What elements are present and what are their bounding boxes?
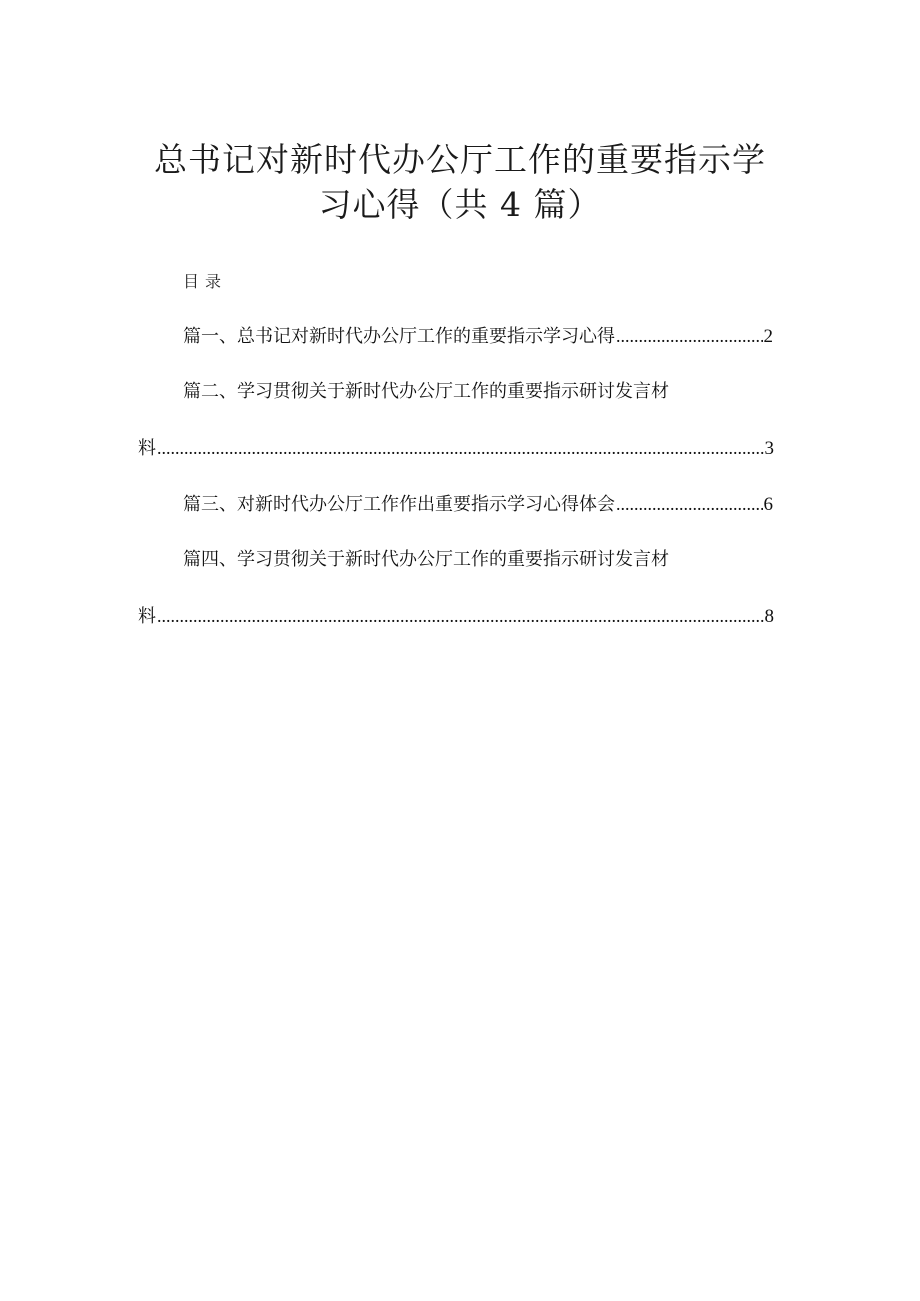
toc-heading: 目录 — [183, 272, 228, 291]
toc-entry-3-leader — [616, 490, 763, 518]
toc-entry-4[interactable] — [138, 602, 774, 631]
toc-entry-2-page: 3 — [764, 438, 774, 459]
toc-entry-1-text: 篇一、总书记对新时代办公厅工作的重要指示学习心得 — [183, 326, 615, 347]
toc-entry-3-page: 6 — [763, 494, 773, 515]
toc-entry-1[interactable] — [183, 322, 773, 351]
toc-entry-2-line-1[interactable]: 篇二、学习贯彻关于新时代办公厅工作的重要指示研讨发言材 — [183, 381, 669, 402]
toc-entry-4-page: 8 — [764, 606, 774, 627]
toc-entry-3[interactable] — [183, 490, 773, 519]
document-title-line-1: 总书记对新时代办公厅工作的重要指示学 — [154, 140, 766, 179]
toc-entry-4-text: 料 — [138, 606, 156, 627]
toc-entry-4-line-1[interactable]: 篇四、学习贯彻关于新时代办公厅工作的重要指示研讨发言材 — [183, 549, 669, 570]
toc-entry-4-leader — [157, 602, 764, 630]
toc-entry-1-leader — [616, 322, 763, 350]
toc-entry-3-text: 篇三、对新时代办公厅工作作出重要指示学习心得体会 — [183, 494, 615, 515]
toc-entry-2-leader — [157, 434, 764, 462]
toc-entry-1-page: 2 — [763, 326, 773, 347]
toc-entry-2[interactable] — [138, 434, 774, 463]
toc-entry-2-text: 料 — [138, 438, 156, 459]
document-title-line-2: 习心得（共 4 篇） — [318, 185, 602, 224]
